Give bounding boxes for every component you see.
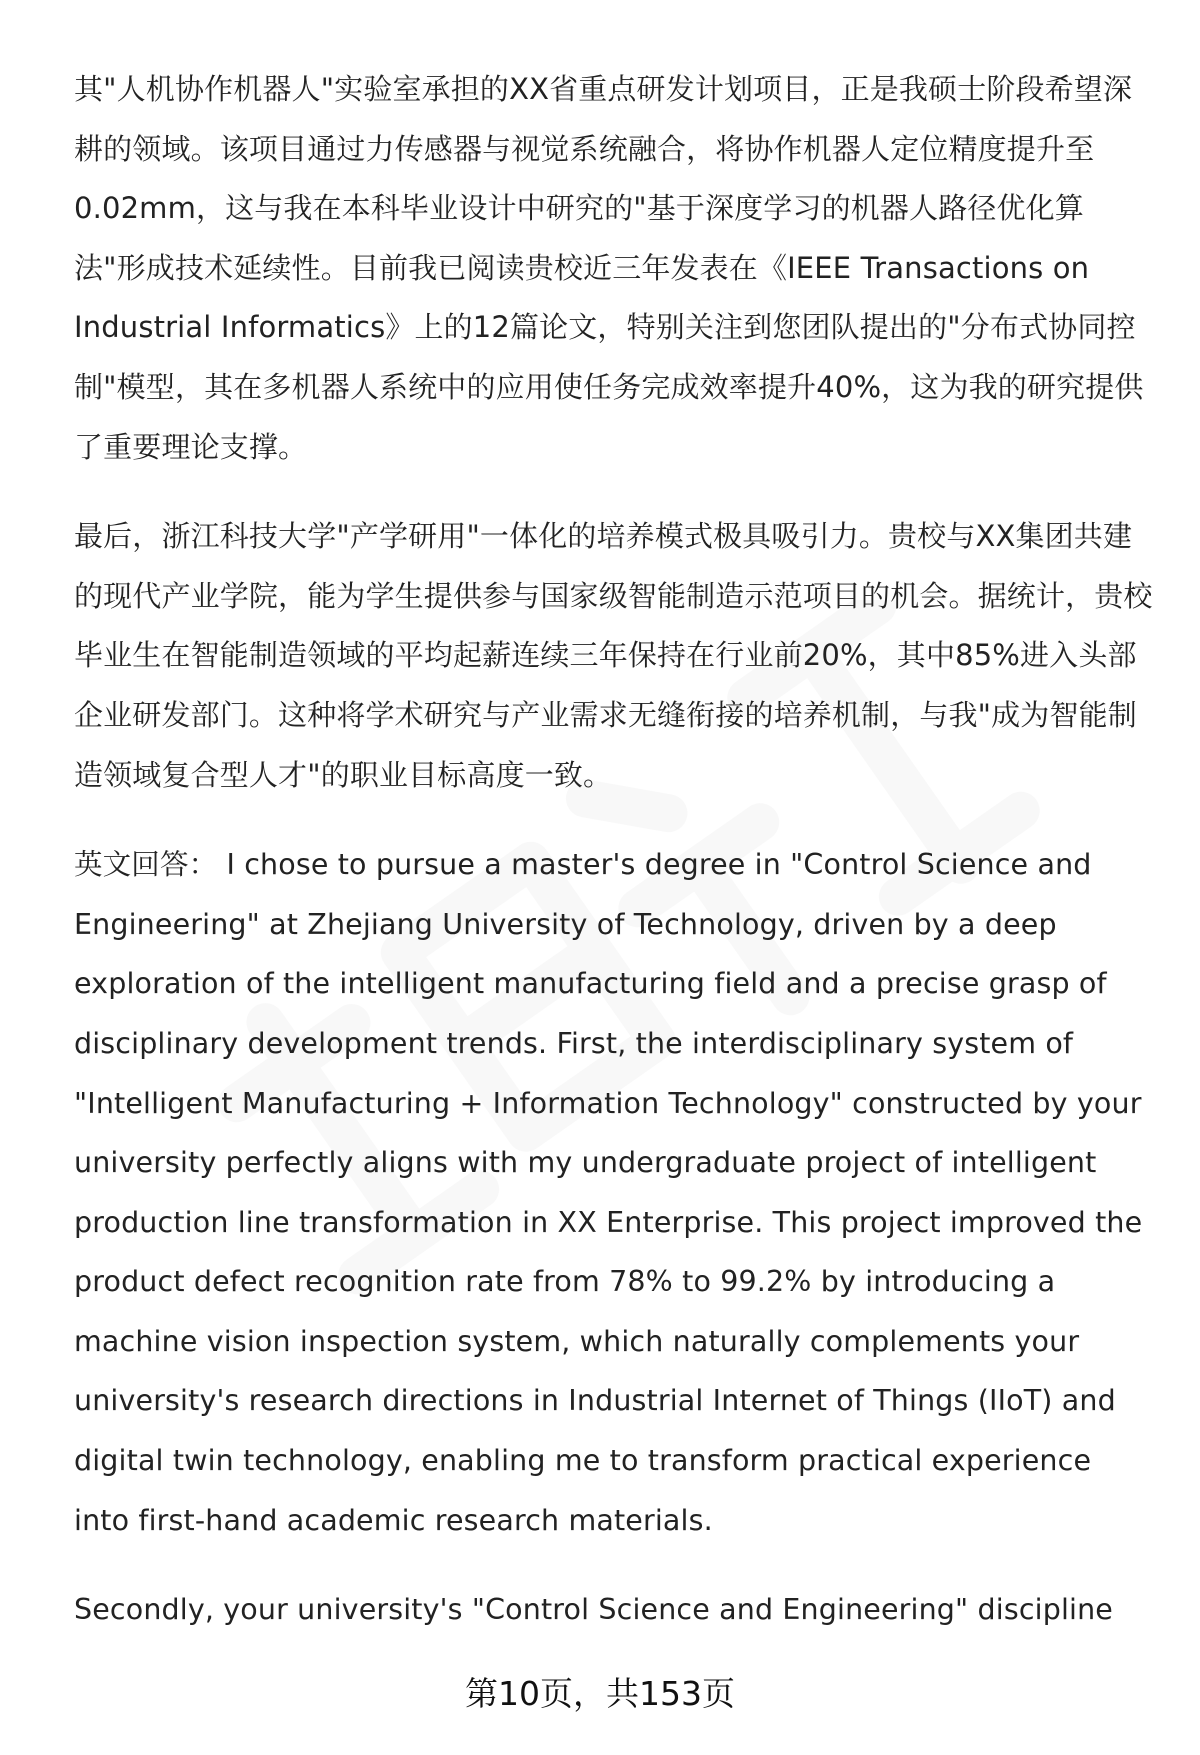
- paragraph-industry-training: 最后，浙江科技大学"产学研用"一体化的培养模式极具吸引力。贵校与XX集团共建的现代产业学院，能为学生提供参与国家级智能制造示范项目的机会。据统计，贵校毕业生在智能制造领域的平均起薪连续三年保持在行业前20%，其中85%进入头部企业研发部门。这种将学术研究与产业需求无缝衔接的培养机制，与我"成为智能制造领域复合型人才"的职业目标高度一致。: [74, 519, 1153, 792]
- page-number-footer: 第10页，共153页: [465, 1674, 735, 1713]
- document-body: [74, 60, 1154, 1640]
- paragraph-english-continued: Secondly, your university's "Control Science and Engineering" discipline: [74, 1593, 1113, 1627]
- paragraph-english-answer: 英文回答： I chose to pursue a master's degree in "Control Science and Engineering" at Zhejiang University of Technology, driven by a deep exploration of the intelligent manufacturing field and a precise grasp of disciplinary development trends. First, the interdisciplinary system of "Intelligent Manufacturing + Information Technology" constructed by your university perfectly aligns with my undergraduate project of intelligent production line transformation in XX Enterprise. This project improved the product defect recognition rate from 78% to 99.2% by introducing a machine vision inspection system, which naturally complements your university's research directions in Industrial Internet of Things (IIoT) and digital twin technology, enabling me to transform practical experience into first-hand academic research materials.: [74, 848, 1143, 1537]
- paragraph-research-lab: 其"人机协作机器人"实验室承担的XX省重点研发计划项目，正是我硕士阶段希望深耕的领域。该项目通过力传感器与视觉系统融合，将协作机器人定位精度提升至0.02mm，这与我在本科毕业设计中研究的"基于深度学习的机器人路径优化算法"形成技术延续性。目前我已阅读贵校近三年发表在《IEEE Transactions on Industrial Informatics》上的12篇论文，特别关注到您团队提出的"分布式协同控制"模型，其在多机器人系统中的应用使任务完成效率提升40%，这为我的研究提供了重要理论支撑。: [74, 72, 1144, 464]
